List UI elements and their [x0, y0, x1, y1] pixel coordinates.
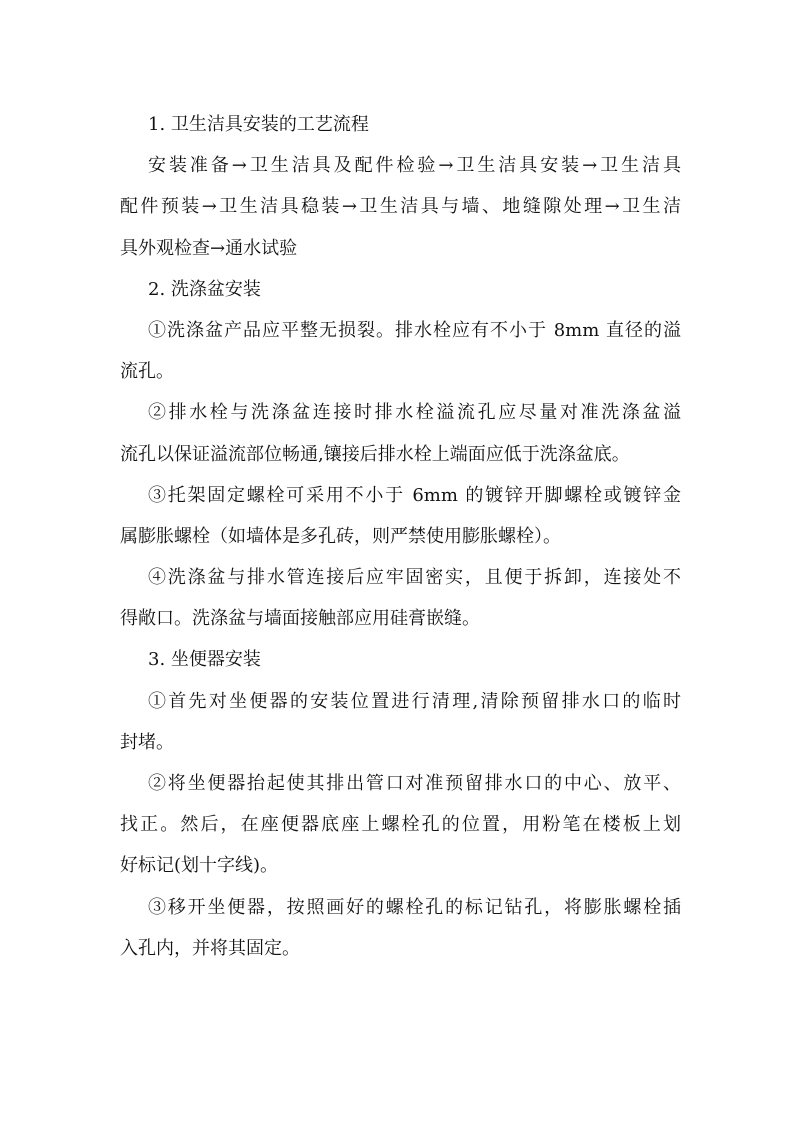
text-line: 安装准备→卫生洁具及配件检验→卫生洁具安装→卫生洁具	[148, 155, 681, 177]
paragraph	[120, 557, 681, 639]
text-line: ③移开坐便器，按照画好的螺栓孔的标记钻孔，将膨胀螺栓插	[148, 896, 681, 918]
text-line: ③托架固定螺栓可采用不小于 6mm 的镀锌开脚螺栓或镀锌金	[148, 484, 681, 506]
text-line: 2. 洗涤盆安装	[148, 278, 261, 300]
text-line: ①首先对坐便器的安装位置进行清理,清除预留排水口的临时	[148, 690, 681, 712]
text-line: 3. 坐便器安装	[148, 649, 261, 671]
paragraph	[120, 681, 681, 763]
text-line: ④洗涤盆与排水管连接后应牢固密实，且便于拆卸，连接处不	[148, 567, 681, 589]
text-line: ②排水栓与洗涤盆连接时排水栓溢流孔应尽量对准洗涤盆溢	[148, 402, 681, 424]
text-line: 入孔内，并将其固定。	[120, 937, 300, 959]
text-line: 属膨胀螺栓（如墙体是多孔砖，则严禁使用膨胀螺栓）。	[120, 525, 561, 547]
paragraph	[120, 392, 681, 474]
text-line: ②将坐便器抬起使其排出管口对准预留排水口的中心、放平、	[148, 773, 681, 794]
section-heading	[120, 639, 681, 680]
text-line: 找正。然后，在座便器底座上螺栓孔的位置，用粉笔在楼板上划	[120, 814, 681, 836]
paragraph	[120, 763, 681, 887]
text-line: 配件预装→卫生洁具稳装→卫生洁具与墙、地缝隙处理→卫生洁	[120, 196, 681, 218]
text-line: 1. 卫生洁具安装的工艺流程	[148, 114, 369, 135]
text-line: 得敞口。洗涤盆与墙面接触部应用硅膏嵌缝。	[120, 608, 480, 630]
section-heading	[120, 269, 681, 310]
text-line: ①洗涤盆产品应平整无损裂。排水栓应有不小于 8mm 直径的溢	[148, 319, 681, 341]
paragraph	[120, 145, 681, 269]
text-line: 流孔。	[120, 361, 174, 383]
text-line: 流孔以保证溢流部位畅通,镶接后排水栓上端面应低于洗涤盆底。	[120, 443, 630, 465]
document-body	[120, 104, 681, 969]
paragraph	[120, 887, 681, 969]
text-line: 具外观检查→通水试验	[120, 237, 298, 259]
text-line: 好标记(划十字线)。	[120, 855, 279, 877]
section-heading	[120, 104, 681, 145]
paragraph	[120, 310, 681, 392]
text-line: 封堵。	[120, 731, 174, 753]
paragraph	[120, 475, 681, 557]
